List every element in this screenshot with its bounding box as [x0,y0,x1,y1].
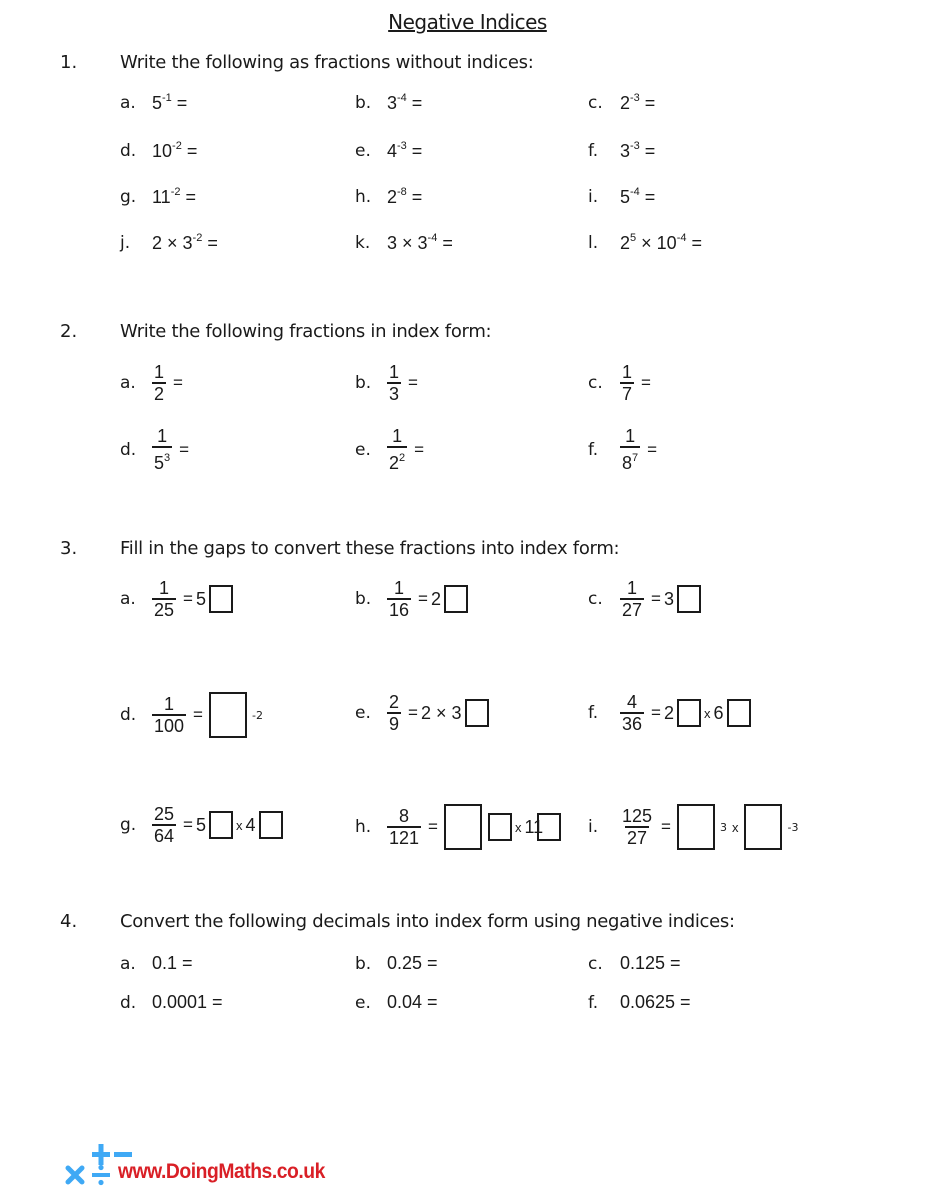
base: 2 [620,93,631,113]
q3-item-e [355,692,489,734]
answer-box-exponent[interactable] [444,585,468,613]
exponent: -2 [170,186,181,198]
q2-item [120,426,192,473]
numerator: 1 [154,362,165,382]
answer-box-exponent[interactable] [677,699,701,727]
denominator: 16 [389,600,410,620]
item-label: i. [588,187,599,207]
exponent: -8 [397,186,407,198]
item-label: d. [120,439,137,460]
fraction [152,578,176,620]
numerator: 8 [399,806,410,826]
equals-sign: = [183,589,193,608]
prefix-exponent: 5 [630,232,637,244]
base: 10 [152,141,173,161]
item-label: b. [355,589,372,609]
answer-box-base[interactable] [444,804,482,850]
denominator-exponent: 2 [399,452,406,464]
item-label: a. [120,953,136,974]
fraction [620,806,654,848]
q1-item [588,92,655,114]
equals-sign: = [428,817,438,836]
q1-item [588,186,655,208]
question-2-number: 2. [60,321,78,342]
numerator: 1 [622,362,633,382]
expression [152,232,218,254]
answer-box-exponent[interactable] [488,813,512,841]
decimal-value: 0.0625 = [620,992,691,1012]
item-label: g. [120,815,137,835]
item-label: b. [355,93,372,113]
expression [387,92,422,114]
q4-item [120,992,223,1013]
equals-sign: = [639,93,656,113]
fraction [387,578,411,620]
fraction [152,362,166,404]
equals-sign: = [641,373,651,392]
q1-item [588,232,702,254]
q4-item [120,953,193,974]
numerator: 1 [394,578,405,598]
expression [620,186,655,208]
numerator: 1 [164,694,175,714]
equals-sign: = [661,817,671,836]
q3-item-g [120,804,283,846]
times-sign: × [636,233,657,253]
question-1-number: 1. [60,52,78,73]
fraction [620,426,640,473]
item-label: g. [120,187,137,207]
equals-sign: = [408,703,418,722]
numerator: 1 [392,426,403,446]
item-label: h. [355,817,372,837]
exponent: -4 [676,232,687,244]
equals-sign: = [418,589,428,608]
denominator [387,446,407,473]
equals-sign: = [183,815,193,834]
item-label: e. [355,992,371,1013]
expression [387,232,453,254]
answer-box-exponent[interactable] [465,699,489,727]
denominator [152,446,172,473]
numerator: 1 [157,426,168,446]
base: 4 [387,141,398,161]
denominator: 27 [627,828,648,848]
q4-item [355,992,438,1013]
q1-item [120,92,187,114]
numerator: 1 [389,362,400,382]
item-label: f. [588,141,599,161]
q2-item [588,362,654,404]
item-label: e. [355,439,371,460]
equals-sign: = [651,589,661,608]
expression [620,92,655,114]
equals-sign: = [406,141,423,161]
fraction [620,692,644,734]
denominator-exponent: 7 [632,452,639,464]
logo-text: www.DoingMaths.co.uk [118,1160,325,1183]
exponent: -3 [787,820,799,834]
times-sign: x [514,819,522,835]
equals-sign: = [180,187,196,207]
denominator: 121 [389,828,420,848]
item-label: d. [120,705,137,725]
base: 3 [620,141,631,161]
fraction [387,362,401,404]
base: 2 [663,702,674,723]
question-3-text: Fill in the gaps to convert these fractions into index form: [120,538,620,559]
item-label: k. [355,233,371,253]
equals-sign: = [179,439,190,459]
exponent: -2 [251,708,263,722]
base: 11 [524,816,544,837]
denominator-exponent: 3 [164,452,171,464]
answer-box-exponent[interactable] [727,699,751,727]
base: 10 [656,233,677,253]
answer-box-exponent[interactable] [259,811,283,839]
exponent: -1 [162,92,172,104]
prefix: 2 × [152,233,183,253]
fraction [620,362,634,404]
denominator-base: 7 [622,384,633,404]
base: 5 [152,93,163,113]
fraction [152,694,186,736]
denominator: 27 [622,600,643,620]
item-label: a. [120,589,136,609]
answer-box-base[interactable] [677,804,715,850]
denominator [620,446,640,473]
question-3-number: 3. [60,538,78,559]
base: 2 [430,588,441,609]
expression [620,232,702,254]
equals-sign: = [647,439,658,459]
q1-item [588,140,655,162]
denominator: 100 [154,716,185,736]
item-label: f. [588,992,599,1013]
expression [387,186,422,208]
base: 3 [387,93,398,113]
decimal-value: 0.04 = [387,992,438,1012]
q3-item-i [588,804,800,850]
q1-item [120,186,196,208]
item-label: a. [120,373,136,393]
q1-item [355,232,453,254]
numerator: 1 [627,578,638,598]
item-label: d. [120,141,137,161]
decimal-value: 0.125 = [620,953,681,973]
q2-item [355,362,421,404]
expression [620,140,655,162]
q3-item-a [120,578,233,620]
denominator: 9 [389,714,400,734]
equals-sign: = [193,705,203,724]
item-label: e. [355,141,371,161]
q4-item [355,953,438,974]
equals-sign: = [406,187,423,207]
exponent: -4 [630,186,640,198]
answer-box-base[interactable] [209,692,247,738]
exponent: -3 [397,140,407,152]
exponent: 3 [719,820,727,834]
q3-item-h [355,804,561,850]
exponent: -2 [192,232,203,244]
numerator: 4 [627,692,638,712]
q3-item-c [588,578,701,620]
equals-sign: = [181,141,198,161]
q1-item [355,92,422,114]
item-label: i. [588,817,599,837]
item-label: c. [588,93,603,113]
expression: 2 × 3 [420,702,462,723]
q3-item-b [355,578,468,620]
numerator: 1 [625,426,636,446]
prefix: 2 [620,233,631,253]
item-label: f. [588,703,599,723]
denominator: 36 [622,714,643,734]
answer-box-exponent[interactable] [209,811,233,839]
base: 5 [620,187,631,207]
numerator: 25 [154,804,175,824]
equals-sign: = [173,373,183,392]
denominator [387,382,401,404]
question-2-text: Write the following fractions in index form: [120,321,492,342]
equals-sign: = [639,141,656,161]
answer-box-base[interactable] [744,804,782,850]
expression [152,140,197,162]
item-label: c. [588,589,603,609]
decimal-value: 0.25 = [387,953,438,973]
denominator-base: 3 [389,384,400,404]
item-label: c. [588,953,603,974]
equals-sign: = [686,233,702,253]
base: 5 [195,814,206,835]
numerator: 125 [622,806,653,826]
times-sign: x [703,705,711,721]
item-label: d. [120,992,137,1013]
item-label: f. [588,439,599,460]
equals-sign: = [171,93,188,113]
base: 2 [387,187,398,207]
expression [152,92,187,114]
item-label: h. [355,187,372,207]
decimal-value: 0.0001 = [152,992,223,1012]
page-title: Negative Indices [388,10,547,34]
denominator [152,382,166,404]
denominator-base: 5 [154,453,165,473]
decimal-value: 0.1 = [152,953,193,973]
q3-item-f [588,692,751,734]
q1-item [120,140,197,162]
expression [152,186,196,208]
expression [387,140,422,162]
equals-sign: = [408,373,418,392]
q3-item-d [120,692,265,738]
item-label: j. [120,233,131,253]
item-label: a. [120,93,136,113]
question-4-number: 4. [60,911,78,932]
fraction [387,692,401,734]
times-sign: x [731,819,739,835]
equals-sign: = [651,703,661,722]
item-label: b. [355,953,372,974]
answer-box-exponent[interactable] [537,813,561,841]
equals-sign: = [406,93,423,113]
item-label: c. [588,373,603,393]
exponent: -3 [630,140,640,152]
base: 3 [182,233,193,253]
base: 3 [417,233,428,253]
answer-box-exponent[interactable] [677,585,701,613]
fraction [387,806,421,848]
denominator-base: 2 [389,453,400,473]
item-label: e. [355,703,371,723]
fraction [620,578,644,620]
fraction [387,426,407,473]
q4-item [588,992,691,1013]
q2-item [120,362,186,404]
equals-sign: = [202,233,218,253]
exponent: -3 [630,92,640,104]
base: 4 [245,814,256,835]
fraction [152,426,172,473]
q4-item [588,953,681,974]
base: 6 [713,702,724,723]
base: 11 [152,187,171,207]
numerator: 1 [159,578,170,598]
q1-item [355,186,422,208]
exponent: -4 [427,232,438,244]
times-sign: x [235,817,243,833]
question-1-text: Write the following as fractions without indices: [120,52,534,73]
q1-item [120,232,218,254]
denominator-base: 2 [154,384,165,404]
equals-sign: = [437,233,453,253]
q2-item [588,426,660,473]
exponent: -4 [397,92,407,104]
q2-item [355,426,427,473]
numerator: 2 [389,692,400,712]
item-label: l. [588,233,599,253]
denominator: 25 [154,600,175,620]
denominator: 64 [154,826,175,846]
exponent: -2 [172,140,182,152]
q1-item [355,140,422,162]
question-4-text: Convert the following decimals into index form using negative indices: [120,911,735,932]
base: 5 [195,588,206,609]
denominator-base: 8 [622,453,633,473]
prefix: 3 × [387,233,418,253]
base: 3 [663,588,674,609]
equals-sign: = [414,439,425,459]
answer-box-exponent[interactable] [209,585,233,613]
denominator [620,382,634,404]
fraction [152,804,176,846]
item-label: b. [355,373,372,393]
equals-sign: = [639,187,656,207]
